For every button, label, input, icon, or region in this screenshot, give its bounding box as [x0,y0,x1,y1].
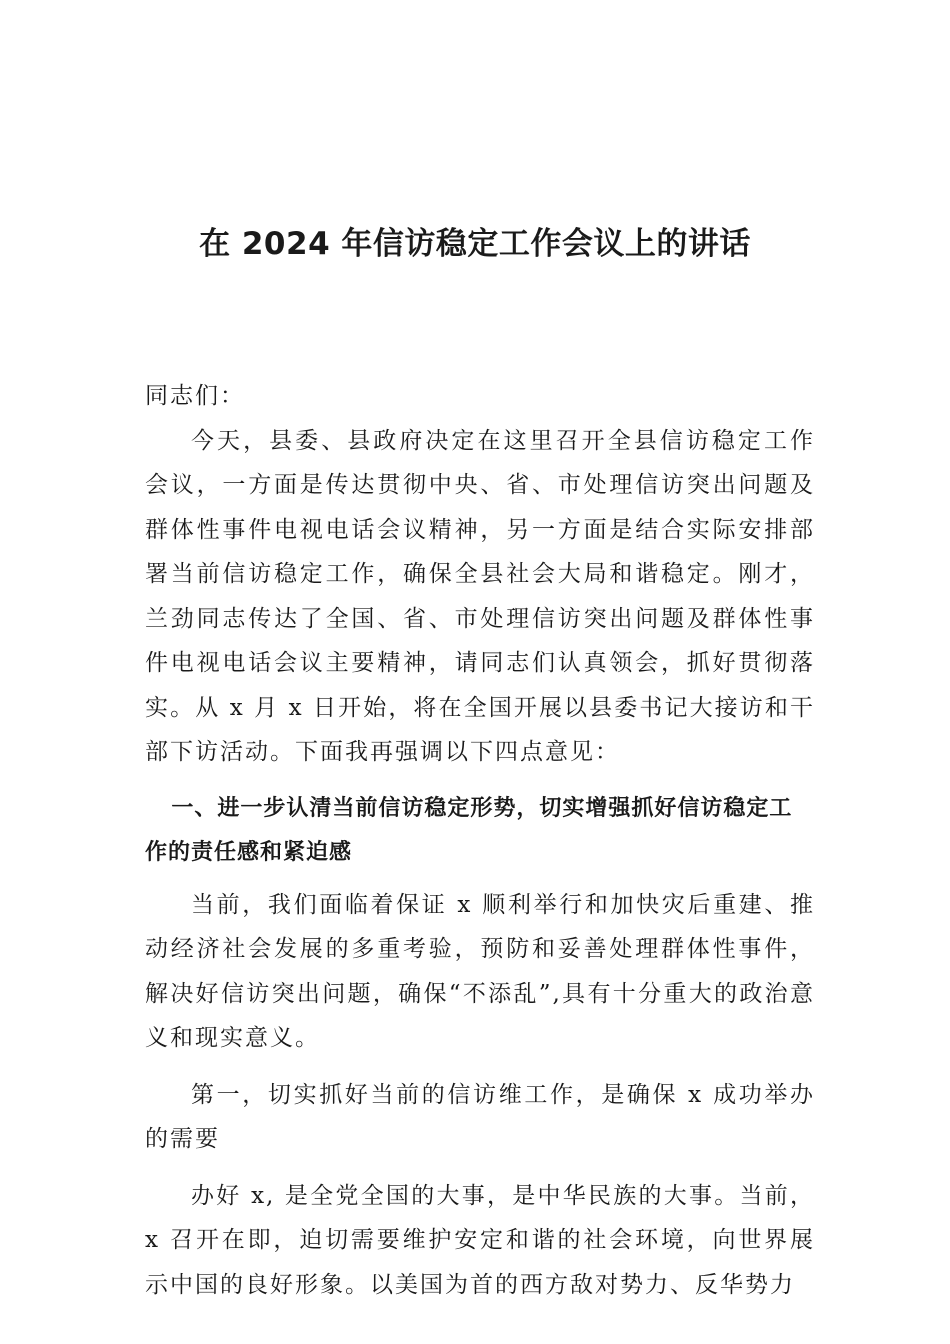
document-body [145,374,815,1307]
paragraph-first-point: 第一，切实抓好当前的信访维工作，是确保 x 成功举办 的需要 [145,1081,815,1152]
document-title: 在 2024 年信访稳定工作会议上的讲话 [199,226,751,262]
paragraph-situation: 当前，我们面临着保证 x 顺利举行和加快灾后重建、推动经济社会发展的多重考验，预防和妥善处理群体性事件，解决好信访突出问题，确保“不添乱”,具有十分重大的政治意义和现实意义。 [145,891,815,1051]
salutation: 同志们： [145,383,245,409]
paragraph-event: 办好 x, 是全党全国的大事，是中华民族的大事。当前， x 召开在即，迫切需要维护安定和谐的社会环境，向世界展 示中国的良好形象。以美国为首的西方敌对势力、反华势力 [145,1182,815,1298]
section-heading-1: 一、进一步认清当前信访稳定形势，切实增强抓好信访稳定工作的责任感和紧迫感 [145,795,793,865]
paragraph-intro: 今天，县委、县政府决定在这里召开全县信访稳定工作会议，一方面是传达贯彻中央、省、市处理信访突出问题及群体性事件电视电话会议精神，另一方面是结合实际安排部署当前信访稳定工作，确保全县社会大局和谐稳定。刚才，兰劲同志传达了全国、省、市处理信访突出问题及群体性事件电视电话会议主要精神，请同志们认真领会，抓好贯彻落实。从 x 月 x 日开始，将在全国开展以县委书记大接访和干 部下访活动。下面我再强调以下四点意见： [145,427,815,765]
